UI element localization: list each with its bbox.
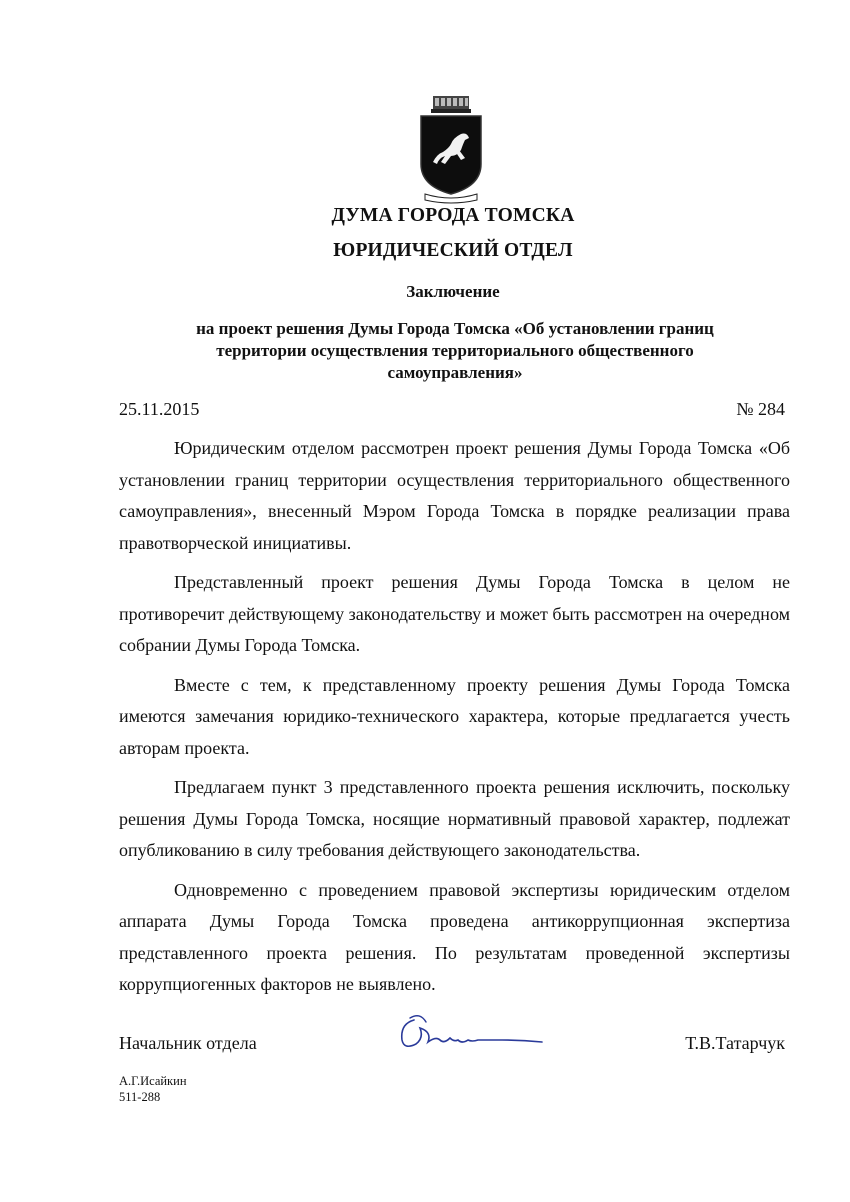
handwritten-signature-icon	[392, 1010, 552, 1055]
body-paragraph: Юридическим отделом рассмотрен проект решения Думы Города Томска «Об установлении границ территории осуществления территориального общественного самоуправления», внесенный Мэром Города Томска в порядке реализации права правотворческой инициативы.	[119, 438, 790, 553]
executor-phone: 511-288	[119, 1090, 161, 1104]
body-paragraph: Предлагаем пункт 3 представленного проекта решения исключить, поскольку решения Думы Города Томска, носящие нормативный правовой характер, подлежат опубликованию в силу требования действующего законодательства.	[119, 777, 790, 860]
body-paragraph: Вместе с тем, к представленному проекту решения Думы Города Томска имеются замечания юридико-технического характера, которые предлагается учесть авторам проекта.	[119, 674, 790, 758]
document-subject	[150, 318, 760, 384]
document-number: № 284	[736, 399, 785, 419]
subject-line: на проект решения Думы Города Томска «Об установлении границ	[196, 319, 714, 338]
executor-name: А.Г.Исайкин	[119, 1074, 187, 1088]
subject-line: территории осуществления территориального общественного	[216, 341, 694, 360]
executor-info	[119, 1073, 187, 1105]
body-paragraph: Одновременно с проведением правовой экспертизы юридическим отделом аппарата Думы Города Томска проведена антикоррупционная экспертиза представленного проекта решения. По результатам проведенной экспертизы коррупциогенных факторов не выявлено.	[119, 879, 790, 994]
subject-line: самоуправления»	[387, 363, 523, 382]
signatory-position: Начальник отдела	[119, 1033, 257, 1053]
document-body	[119, 433, 790, 1009]
document-date: 25.11.2015	[119, 399, 200, 419]
department-name: ЮРИДИЧЕСКИЙ ОТДЕЛ	[333, 240, 573, 261]
tomsk-coat-of-arms-icon	[411, 94, 491, 204]
organization-name: ДУМА ГОРОДА ТОМСКА	[331, 205, 575, 226]
document-title: Заключение	[406, 282, 500, 301]
signatory-name: Т.В.Татарчук	[685, 1033, 785, 1053]
body-paragraph: Представленный проект решения Думы Города Томска в целом не противоречит действующему законодательству и может быть рассмотрен на очередном собрании Думы Города Томска.	[119, 572, 790, 655]
